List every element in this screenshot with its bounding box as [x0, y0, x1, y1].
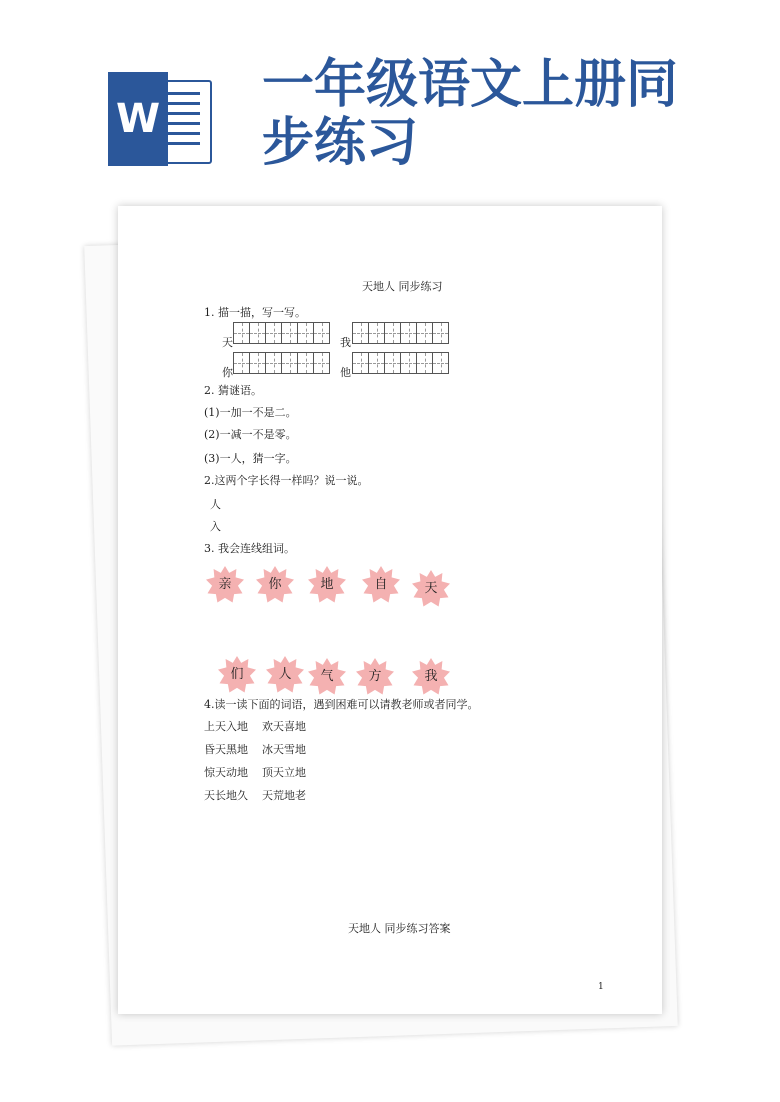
riddle-item: (3)一人，猜一字。 — [204, 452, 297, 465]
header — [0, 0, 780, 200]
grid-char-label: 天 — [222, 336, 233, 349]
grid-char-label: 我 — [340, 336, 351, 349]
star-char: 方 — [368, 669, 382, 684]
writing-grid — [352, 352, 449, 374]
word-item: 欢天喜地 — [262, 720, 306, 733]
word-icon-letter: W — [108, 72, 168, 166]
question-2b-label: 2.这两个字长得一样吗？说一说。 — [204, 474, 369, 487]
word-item: 昏天黑地 — [204, 743, 248, 756]
page-title: 一年级语文上册同步练习 — [262, 55, 679, 173]
grid-char-label: 你 — [222, 366, 233, 379]
page-number: 1 — [598, 982, 604, 992]
document-page — [118, 206, 662, 1014]
question-4-label: 4.读一读下面的词语，遇到困难可以请教老师或者同学。 — [204, 698, 479, 711]
star-char: 人 — [278, 667, 292, 682]
star-char: 天 — [424, 581, 438, 596]
star-char: 们 — [230, 667, 244, 682]
star-char: 我 — [424, 669, 438, 684]
document-title: 天地人 同步练习 — [362, 280, 443, 293]
writing-grid — [352, 322, 449, 344]
word-item: 冰天雪地 — [262, 743, 306, 756]
writing-grid — [233, 352, 330, 374]
word-item: 天荒地老 — [262, 789, 306, 802]
word-item: 天长地久 — [204, 789, 248, 802]
star-char: 亲 — [218, 577, 232, 592]
star-char: 你 — [268, 577, 282, 592]
word-item: 惊天动地 — [204, 766, 248, 779]
question-1-label: 1. 描一描，写一写。 — [204, 306, 306, 319]
word-doc-icon — [108, 72, 218, 166]
question-2-label: 2. 猜谜语。 — [204, 384, 262, 397]
word-item: 顶天立地 — [262, 766, 306, 779]
star-char: 自 — [374, 577, 388, 592]
star-char: 地 — [320, 577, 334, 592]
word-item: 上天入地 — [204, 720, 248, 733]
grid-char-label: 他 — [340, 366, 351, 379]
answer-title: 天地人 同步练习答案 — [348, 922, 451, 935]
riddle-item: (1)一加一不是二。 — [204, 406, 297, 419]
compare-char: 人 — [210, 498, 221, 511]
riddle-item: (2)一减一不是零。 — [204, 428, 297, 441]
star-char: 气 — [320, 669, 334, 684]
writing-grid — [233, 322, 330, 344]
compare-char: 入 — [210, 520, 221, 533]
question-3-label: 3. 我会连线组词。 — [204, 542, 295, 555]
